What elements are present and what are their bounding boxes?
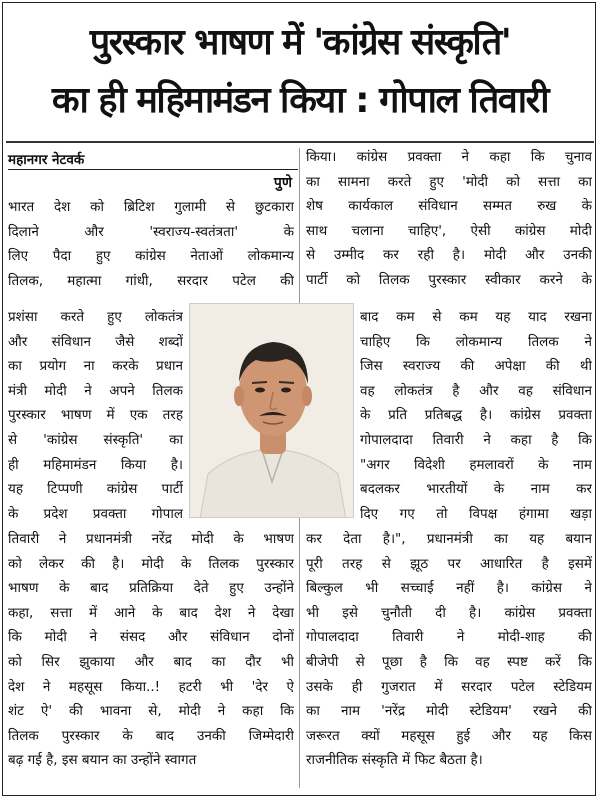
article-text-line: मंत्री मोदी ने अपने तिलक [8, 382, 183, 399]
headline-line-2: का ही महिमामंडन किया : गोपाल तिवारी [51, 80, 549, 121]
article-text-line: के प्रति प्रतिबद्ध है। कांग्रेस प्रवक्ता [360, 407, 592, 424]
article-text-line: गोपालदादा तिवारी ने कहा है कि [360, 431, 592, 448]
article-text-line: का नाम 'नरेंद्र मोदी स्टेडियम' रखने की [306, 703, 592, 720]
article-text-line: बीजेपी से पूछा है कि वह स्पष्ट करें कि [306, 653, 592, 670]
article-text-line: बदलकर भारतीयों के नाम कर [360, 481, 592, 498]
article-text-line: बढ़ गई है, इस बयान का उन्होंने स्वागत [8, 752, 197, 769]
article-text-line: बिल्कुल भी सच्चाई नहीं है। कांग्रेस ने [306, 580, 592, 597]
article-text-line: और संविधान जैसे शब्दों [8, 333, 183, 350]
article-text-line: को लेकर की है। मोदी के तिलक पुरस्कार [8, 555, 294, 572]
right-column-bottom [306, 527, 592, 773]
article-text-line: वह लोकतंत्र है और वह संविधान [360, 382, 592, 399]
article-text-line: पुरस्कार भाषण में एक तरह [8, 407, 183, 424]
article-text-line: शेष कार्यकाल संविधान सम्मत रुख के [306, 198, 592, 215]
article-text-line: शंट ऐ' की भावना से, मोदी ने कहा कि [8, 703, 294, 720]
article-text-line: कहा, सत्ता में आने के बाद देश ने देखा [8, 604, 294, 621]
article-text-line: तिलक, महात्मा गांधी, सरदार पटेल की [8, 272, 294, 289]
article-text-line: दिलाने और 'स्वराज्य-स्वतंत्रता' के [8, 223, 294, 240]
article-text-line: "अगर विदेशी हमलावरों के नाम [360, 456, 592, 473]
headline-rule [6, 141, 594, 143]
left-column-top [8, 195, 294, 293]
article-text-line: तिलक पुरस्कार के बाद उनकी जिम्मेदारी [8, 727, 294, 744]
article-text-line: प्रशंसा करते हुए लोकतंत्र [8, 309, 183, 325]
article-text-line: लिए पैदा हुए कांग्रेस नेताओं लोकमान्य [8, 248, 294, 265]
byline: महानगर नेटवर्क [8, 150, 298, 170]
article-text-line: गोपालदादा तिवारी ने मोदी-शाह की [306, 629, 592, 646]
article-text-line: से उम्मीद कर रही है। मोदी और उनकी [306, 247, 592, 264]
article-text-line: को सिर झुकाया और बाद का दौर भी [8, 653, 294, 670]
article-text-line: के प्रदेश प्रवक्ता गोपाल [8, 505, 183, 522]
article-text-line: उसके ही गुजरात में सरदार पटेल स्टेडियम [306, 678, 592, 695]
article-text-line: राजनीतिक संस्कृति में फिट बैठता है। [306, 752, 483, 769]
article-text-line: जिस स्वराज्य की अपेक्षा की थी [360, 358, 592, 375]
article-text-line: भाषण के बाद प्रतिक्रिया देते हुए उन्होंने [8, 580, 294, 597]
article-text-line: पूरी तरह से झूठ पर आधारित है इसमें [306, 555, 592, 572]
article-text-line: देश ने महसूस किया..! हटरी भी 'देर ऐ [8, 678, 294, 695]
article-text-line: चाहिए कि लोकमान्य तिलक ने [360, 333, 592, 350]
article-text-line: भारत देश को ब्रिटिश गुलामी से छुटकारा [8, 199, 294, 215]
article-text-line: तिवारी ने प्रधानमंत्री नरेंद्र मोदी के भाषण [8, 531, 294, 547]
article-text-line: साथ चलाना चाहिए', ऐसी कांग्रेस मोदी [306, 222, 592, 239]
headline-line-1: पुरस्कार भाषण में 'कांग्रेस संस्कृति' [89, 22, 511, 63]
portrait-photo [189, 303, 354, 518]
article-text-line: भी इसे चुनौती दी है। कांग्रेस प्रवक्ता [306, 604, 592, 621]
article-text-line: कि मोदी ने संसद और संविधान दोनों [8, 629, 294, 646]
article-text-line: कर देता है।", प्रधानमंत्री का यह बयान [306, 531, 592, 547]
article-text-line: पार्टी को तिलक पुरस्कार स्वीकार करने के [306, 271, 592, 288]
right-column-top [306, 145, 592, 293]
article-text-line: किया। कांग्रेस प्रवक्ता ने कहा कि चुनाव [306, 149, 592, 165]
dateline: पुणे [273, 175, 292, 191]
right-column-wrap [360, 305, 592, 526]
left-column-bottom [8, 527, 294, 773]
article-text-line: का प्रयोग ना करके प्रधान [8, 358, 183, 375]
article-text-line: बाद कम से कम यह याद रखना [360, 309, 592, 325]
article-text-line: जरूरत क्यों महसूस हुई और यह किस [306, 727, 592, 744]
article-text-line: ही महिमामंडन किया है। [8, 456, 183, 473]
left-column-wrap [8, 305, 183, 526]
article-text-line: का सामना करते हुए 'मोदी को सत्ता का [306, 173, 592, 190]
article-text-line: से 'कांग्रेस संस्कृति' का [8, 431, 183, 448]
article-text-line: यह टिप्पणी कांग्रेस पार्टी [8, 481, 183, 498]
article-text-line: दिए गए तो विपक्ष हंगामा खड़ा [360, 505, 592, 522]
